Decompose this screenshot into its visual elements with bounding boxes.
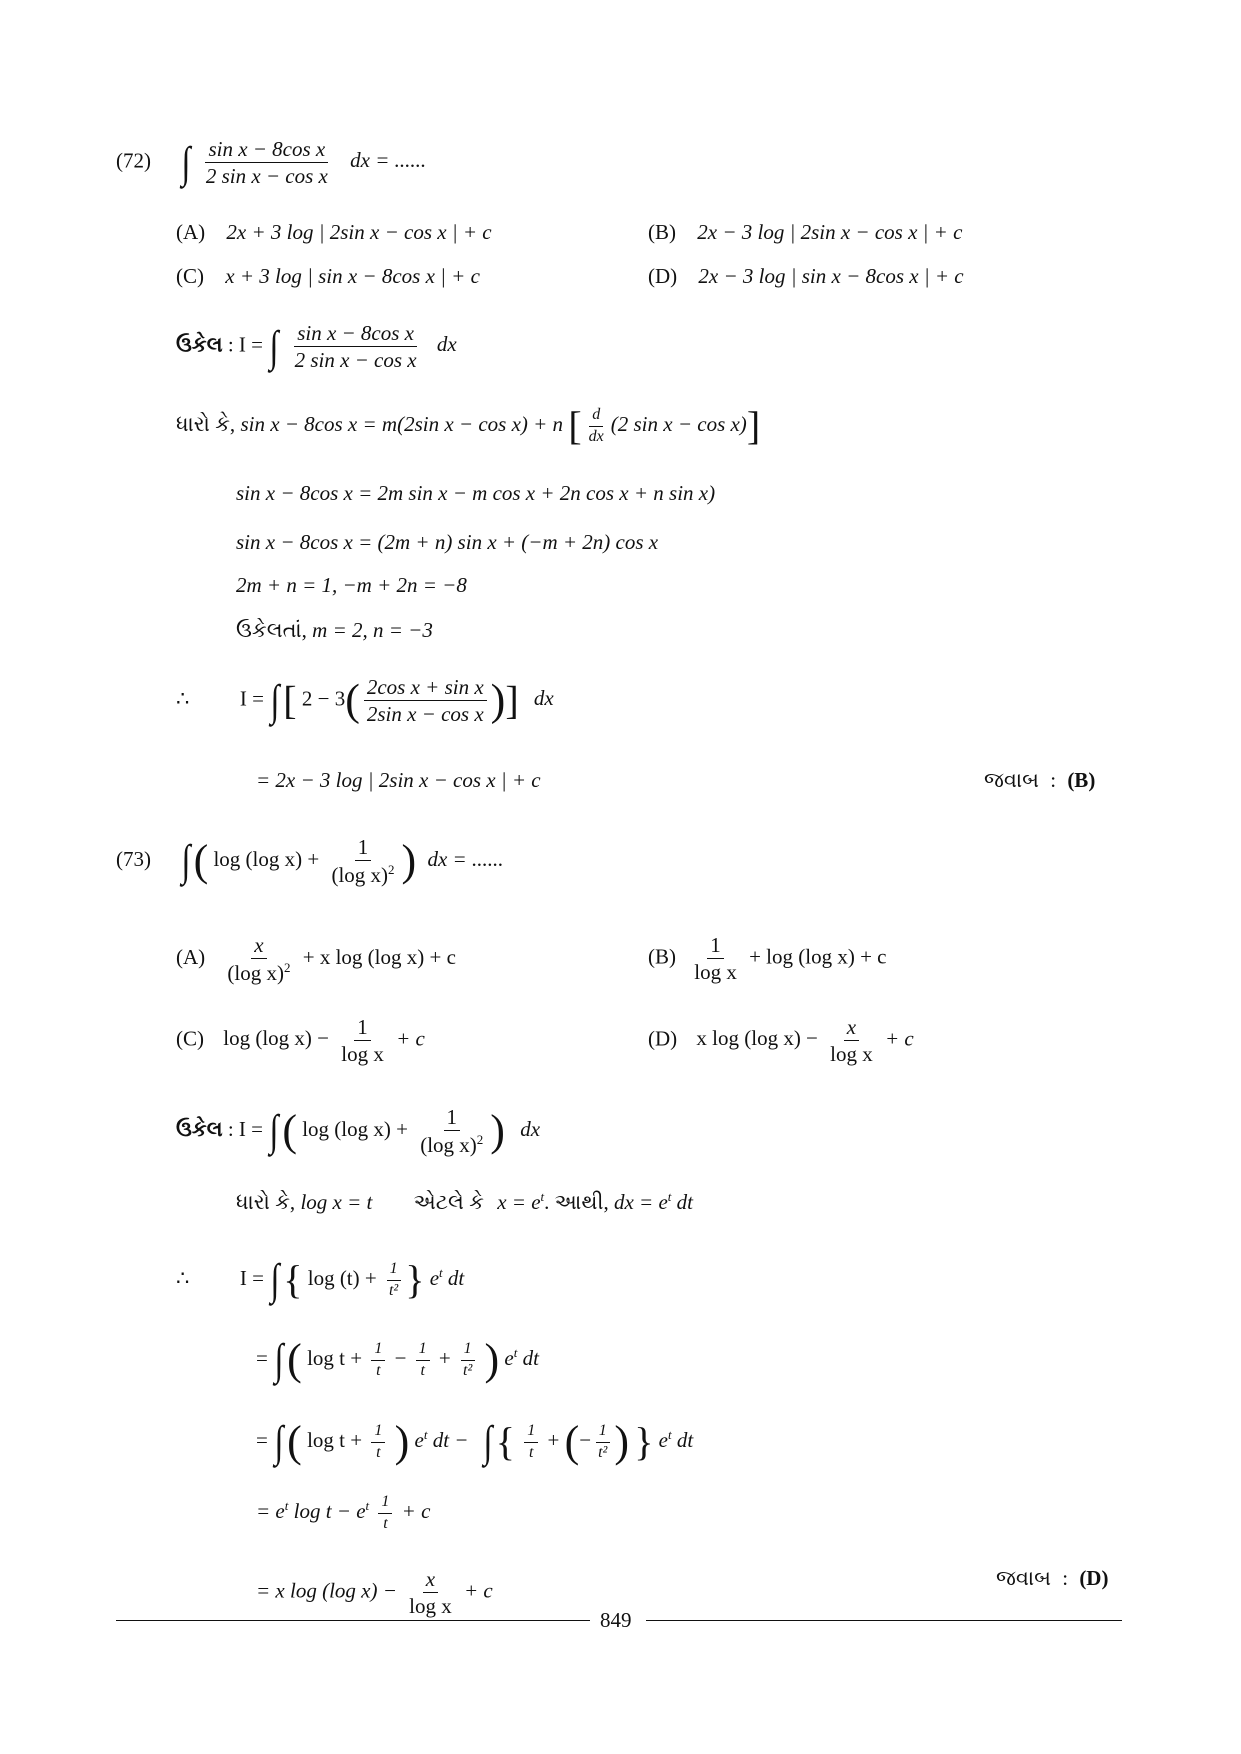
step-1: sin x − 8cos x = 2m sin x − m cos x + 2n cos x + n sin x) <box>236 481 716 505</box>
integral-sign: ∫ <box>181 137 191 187</box>
question-72 <box>116 138 426 187</box>
option-c: (C) x + 3 log | sin x − 8cos x | + c <box>176 264 480 288</box>
option-b: (B) 2x − 3 log | 2sin x − cos x | + c <box>648 220 963 244</box>
integrand-fraction: $\frac{\text{sin x − 8cos x}}{\text{2 sin x − cos x}}$ <box>205 137 328 189</box>
option-d: (D) 2x − 3 log | sin x − 8cos x | + c <box>648 264 964 288</box>
option-a: (A) 2x + 3 log | 2sin x − cos x | + c <box>176 220 492 244</box>
question-73: (73) ∫( log (log x) + $\frac{1}{(\log x)^2}$ ) dx = ...... <box>116 835 504 888</box>
answer-72: જવાબ : (B) <box>984 768 1096 792</box>
let-statement-73: ધારો કે, log x = t એટલે કે $x = e^t$. આથી, dx = $e^t$ dt <box>236 1189 693 1214</box>
s73-step-2: = ∫( log t + $\frac{1}{t}$ − $\frac{1}{t}$ + $\frac{1}{\text{t²}}$ ) $e^t$ dt <box>256 1335 539 1384</box>
option-b: (B) $\frac{1}{\text{log x}}$ + log (log x) + c <box>648 933 887 985</box>
integral-sign: ∫ <box>269 321 279 371</box>
solution-72-integral: ઉકેલ : I = ∫ $\frac{\text{sin x − 8cos x}}{\text{2 sin x − cos x}}$ dx <box>176 321 457 373</box>
page-number: 849 <box>600 1608 632 1632</box>
question-number: (73) <box>116 846 151 871</box>
option-c: (C) log (log x) − $\frac{1}{\text{log x}}$ + c <box>176 1015 425 1067</box>
answer-73: જવાબ : (D) <box>996 1566 1109 1590</box>
let-statement-72: ધારો કે, sin x − 8cos x = m(2sin x − cos x) + n [ $\frac{d}{dx}$ (2 sin x − cos x)] <box>176 403 761 448</box>
s73-step-1: ∴ I = ∫{ log (t) + $\frac{1}{\text{t²}}$ } $e^t$ dt <box>176 1255 465 1304</box>
footer-rule-left <box>116 1620 590 1621</box>
footer-rule-right <box>646 1620 1122 1621</box>
final-72: = 2x − 3 log | 2sin x − cos x | + c <box>256 768 541 792</box>
s73-step-4: = $e^t$ $\log t - e^t$ $\frac{1}{t}$ + c <box>256 1493 431 1532</box>
step-5: ∴ I = ∫[ 2 − 3( $\frac{\text{2cos x + sin x}}{\text{2sin x − cos x}}$ )] dx <box>176 675 554 727</box>
step-4: ઉકેલતાં, m = 2, n = −3 <box>236 618 433 642</box>
s73-step-5: = x log (log x) − $\frac{x}{\text{log x}}$ + c <box>256 1567 493 1619</box>
prompt-suffix: dx = ...... <box>350 148 427 173</box>
s73-step-3: = ∫( log t + $\frac{1}{t}$ ) $e^t$ dt − ∫{ $\frac{1}{t}$ + (− $\frac{1}{\text{t²}}$ ) } $e^t$ dt <box>256 1417 694 1466</box>
solution-73-integral: ઉકેલ : I = ∫( log (log x) + $\frac{1}{(\log x)^2}$ ) dx <box>176 1105 541 1158</box>
option-a: (A) $\frac{x}{(\log x)^2}$ + x log (log x) + c <box>176 933 456 986</box>
step-2: sin x − 8cos x = (2m + n) sin x + (−m + 2n) cos x <box>236 530 659 554</box>
solution-label: ઉકેલ <box>176 332 223 357</box>
solution-label: ઉકેલ <box>176 1116 223 1141</box>
step-3: 2m + n = 1, −m + 2n = −8 <box>236 573 467 597</box>
question-number: (72) <box>116 148 151 173</box>
option-d: (D) x log (log x) − $\frac{x}{\text{log x}}$ + c <box>648 1015 914 1067</box>
